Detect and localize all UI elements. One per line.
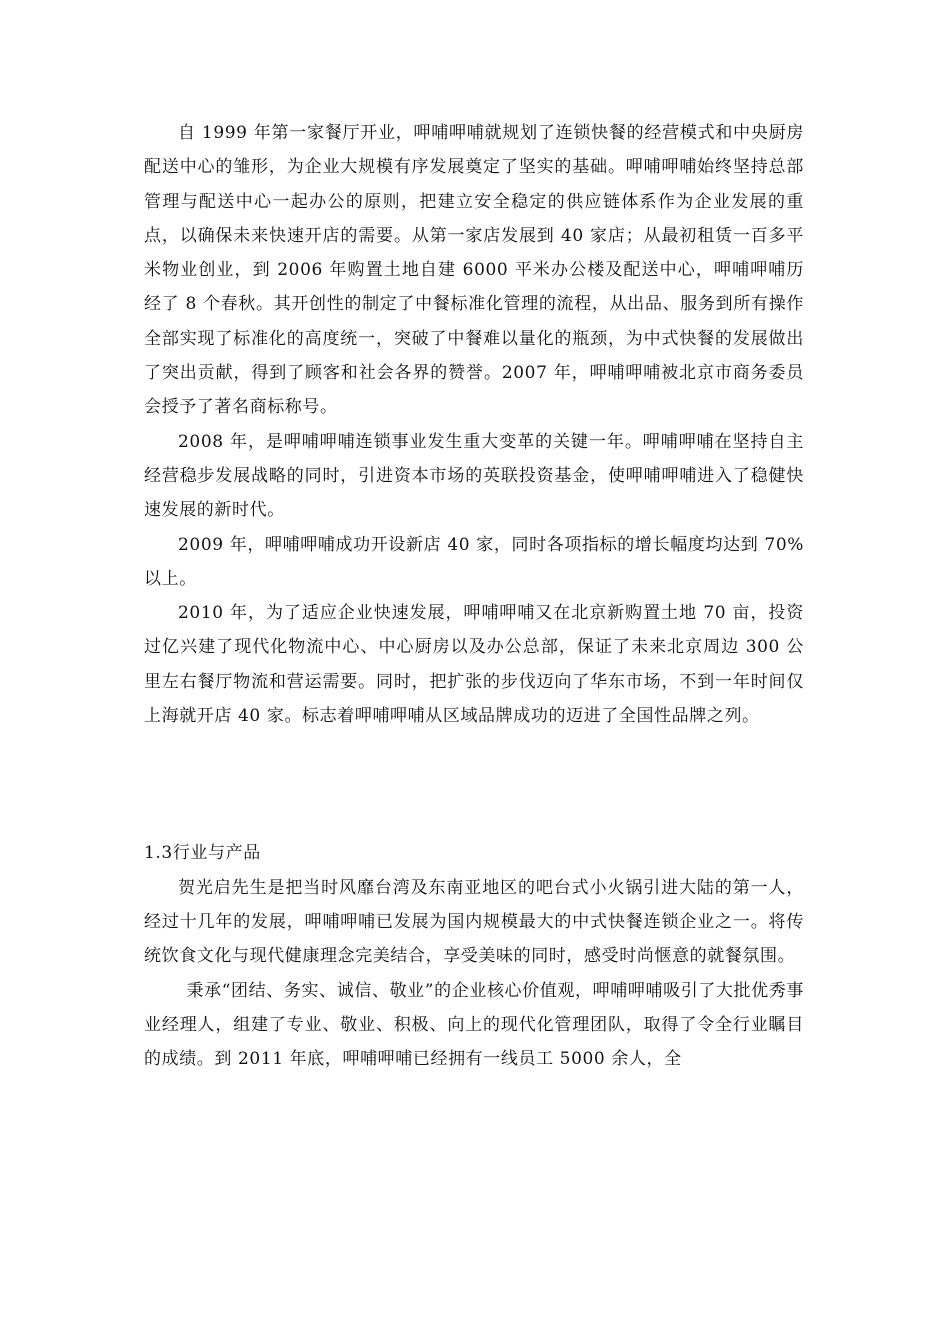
paragraph-industry-intro: 贺光启先生是把当时风靡台湾及东南亚地区的吧台式小火锅引进大陆的第一人，经过十几年的发展，呷哺呷哺已发展为国内规模最大的中式快餐连锁企业之一。将传统饮食文化与现代健康理念完美结合，享受美味的同时，感受时尚惬意的就餐氛围。	[144, 877, 804, 967]
paragraph-history-2009: 2009 年，呷哺呷哺成功开设新店 40 家，同时各项指标的增长幅度均达到 70%以上。	[144, 534, 804, 589]
section-spacer	[144, 733, 804, 836]
section-heading: 1.3行业与产品	[144, 843, 261, 864]
paragraph-history-2008: 2008 年，是呷哺呷哺连锁事业发生重大变革的关键一年。呷哺呷哺在坚持自主经营稳步发展战略的同时，引进资本市场的英联投资基金，使呷哺呷哺进入了稳健快速发展的新时代。	[144, 431, 804, 521]
document-body	[144, 116, 804, 1076]
paragraph-core-values: 秉承“团结、务实、诚信、敬业”的企业核心价值观，呷哺呷哺吸引了大批优秀事业经理人，组建了专业、敬业、积极、向上的现代化管理团队，取得了令全行业瞩目的成绩。到 2011 年底，呷哺呷哺已经拥有一线员工 5000 余人，全	[144, 980, 804, 1070]
paragraph-history-2010: 2010 年，为了适应企业快速发展，呷哺呷哺又在北京新购置土地 70 亩，投资过亿兴建了现代化物流中心、中心厨房以及办公总部，保证了未来北京周边 300 公里左右餐厅物流和营运需要。同时，把扩张的步伐迈向了华东市场，不到一年时间仅上海就开店 40 家。标志着呷哺呷哺从区域品牌成功的迈进了全国性品牌之列。	[144, 603, 804, 727]
paragraph-history-1999: 自 1999 年第一家餐厅开业，呷哺呷哺就规划了连锁快餐的经营模式和中央厨房配送中心的雏形，为企业大规模有序发展奠定了坚实的基础。呷哺呷哺始终坚持总部管理与配送中心一起办公的原则，把建立安全稳定的供应链体系作为企业发展的重点，以确保未来快速开店的需要。从第一家店发展到 40 家店；从最初租赁一百多平米物业创业，到 2006 年购置土地自建 6000 平米办公楼及配送中心，呷哺呷哺历经了 8 个春秋。其开创性的制定了中餐标准化管理的流程，从出品、服务到所有操作全部实现了标准化的高度统一，突破了中餐难以量化的瓶颈，为中式快餐的发展做出了突出贡献，得到了顾客和社会各界的赞誉。2007 年，呷哺呷哺被北京市商务委员会授予了著名商标称号。	[144, 123, 804, 418]
